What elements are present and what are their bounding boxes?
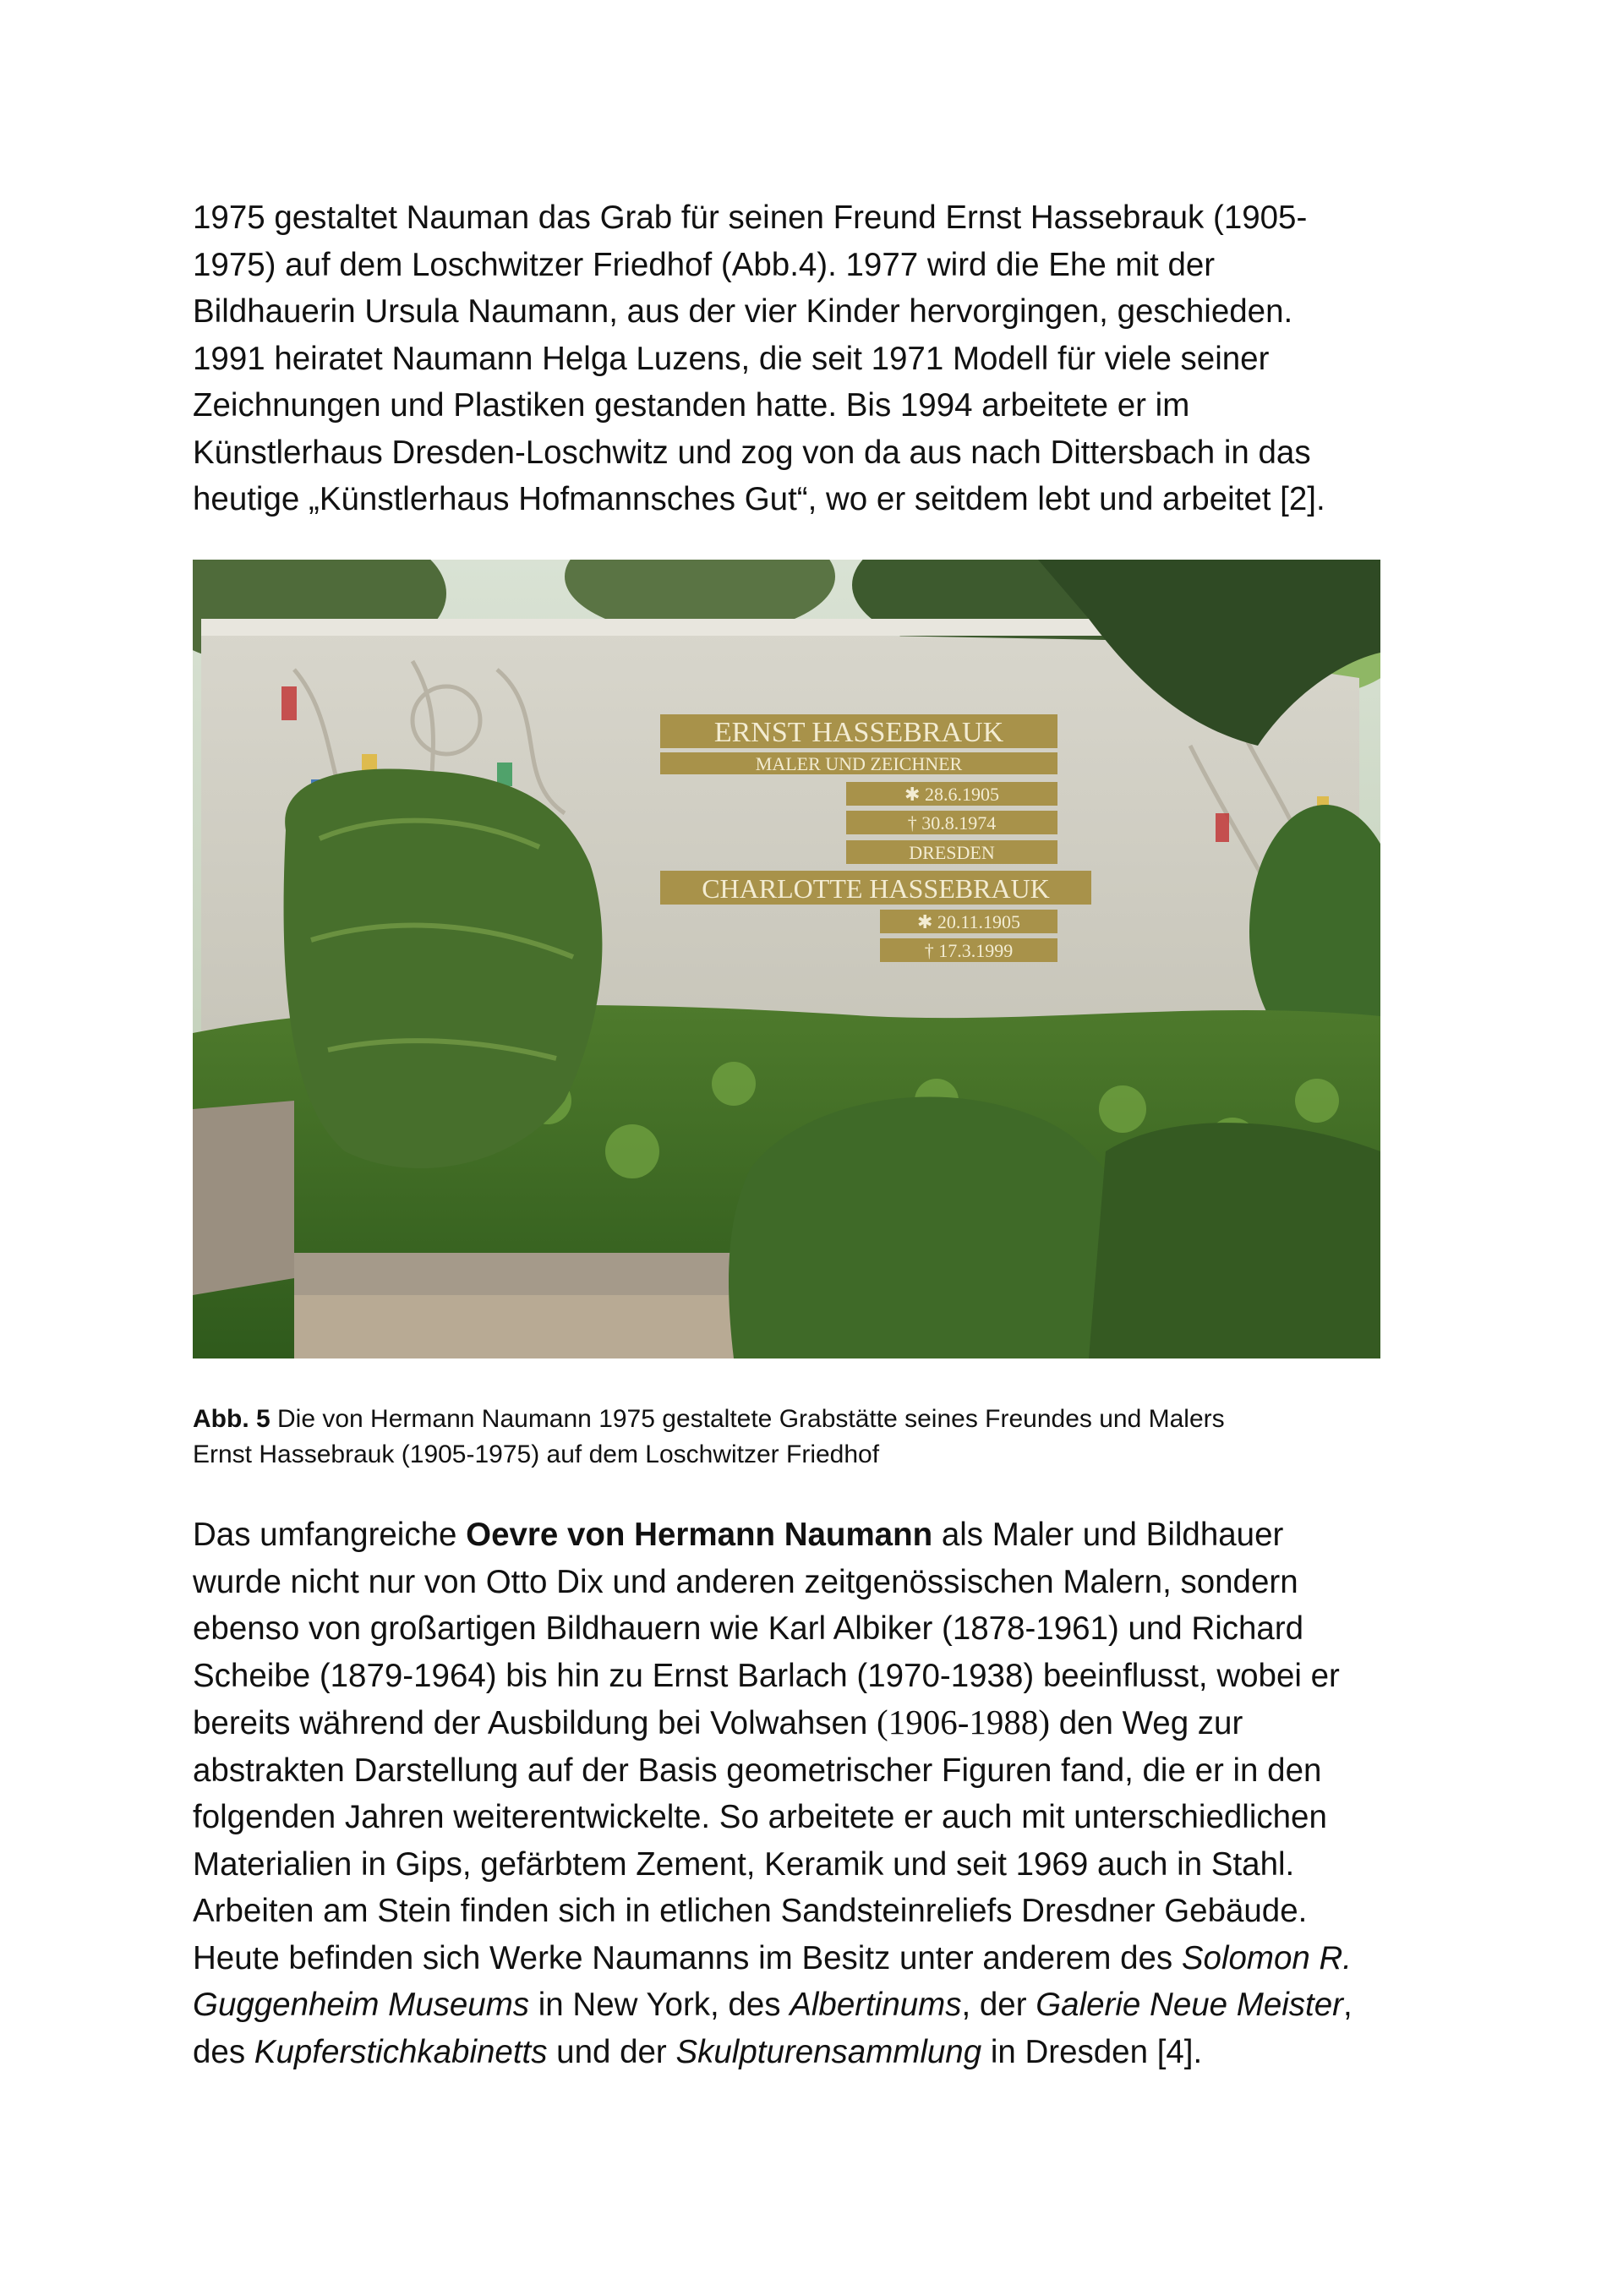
grave-photo-illustration [193,560,1380,1358]
text-line: Scheibe (1879-1964) bis hin zu Ernst Barlach (1970-1938) beeinflusst, wobei er [193,1657,1340,1694]
paragraph-biography [193,194,1452,523]
italic-museum: Galerie Neue Meister [1036,1987,1343,2023]
text-line: Das umfangreiche Oevre von Hermann Naumann als Maler und Bildhauer [193,1517,1284,1553]
serif-years: (1906-1988) [877,1703,1051,1741]
italic-museum: Solomon R. [1181,1939,1352,1976]
inscription-place: DRESDEN [909,842,995,863]
text-line: des Kupferstichkabinetts und der Skulpturensammlung in Dresden [4]. [193,2033,1203,2070]
paragraph-oeuvre [193,1512,1452,2075]
inscription-death-2: † 17.3.1999 [924,940,1014,961]
inscription-name-2: CHARLOTTE HASSEBRAUK [702,873,1050,904]
grave-photo [193,560,1380,1358]
italic-museum: Albertinums [790,1987,962,2023]
text-line: Bildhauerin Ursula Naumann, aus der vier Kinder hervorgingen, geschieden. [193,293,1293,330]
text-line: Zeichnungen und Plastiken gestanden hatte. Bis 1994 arbeitete er im [193,387,1190,424]
caption-text: Die von Hermann Naumann 1975 gestaltete Grabstätte seines Freundes und Malers [270,1405,1225,1433]
text-line: wurde nicht nur von Otto Dix und anderen zeitgenössischen Malern, sondern [193,1563,1298,1600]
text-line: ebenso von großartigen Bildhauern wie Karl Albiker (1878-1961) und Richard [193,1610,1304,1647]
inscription-name-1: ERNST HASSEBRAUK [713,717,1004,748]
text-line: Heute befinden sich Werke Naumanns im Besitz unter anderem des Solomon R. [193,1939,1352,1976]
text-line: heutige „Künstlerhaus Hofmannsches Gut“, wo er seitdem lebt und arbeitet [2]. [193,481,1325,517]
inscription-death-1: † 30.8.1974 [907,812,997,834]
inscription-birth-1: ✱ 28.6.1905 [904,784,999,805]
text-line: abstrakten Darstellung auf der Basis geometrischer Figuren fand, die er in den [193,1752,1322,1789]
text-line: Guggenheim Museums in New York, des Albertinums, der Galerie Neue Meister, [193,1987,1352,2023]
text-line: 1975 gestaltet Nauman das Grab für seinen Freund Ernst Hassebrauk (1905- [193,200,1308,236]
text-line: Materialien in Gips, gefärbtem Zement, Keramik und seit 1969 auch in Stahl. [193,1845,1295,1883]
caption-line [193,1402,1452,1437]
italic-museum: Skulpturensammlung [675,2033,982,2070]
text-line: folgenden Jahren weiterentwickelte. So arbeitete er auch mit unterschiedlichen [193,1799,1327,1835]
bold-phrase: Oevre von Hermann Naumann [466,1517,933,1553]
inscription-profession: MALER UND ZEICHNER [755,753,963,774]
caption-line: Ernst Hassebrauk (1905-1975) auf dem Loschwitzer Friedhof [193,1440,880,1468]
text-line: 1975) auf dem Loschwitzer Friedhof (Abb.4). 1977 wird die Ehe mit der [193,246,1216,283]
caption-label: Abb. 5 [193,1405,270,1433]
inscription-birth-2: ✱ 20.11.1905 [916,911,1021,932]
text-line: Arbeiten am Stein finden sich in etlichen Sandsteinreliefs Dresdner Gebäude. [193,1893,1308,1929]
italic-museum: Kupferstichkabinetts [254,2033,548,2070]
text-line: Künstlerhaus Dresden-Loschwitz und zog von da aus nach Dittersbach in das [193,434,1311,471]
text-line: bereits während der Ausbildung bei Volwahsen (1906-1988) den Weg zur [193,1703,1243,1741]
italic-museum: Guggenheim Museums [193,1987,530,2023]
text-line: 1991 heiratet Naumann Helga Luzens, die seit 1971 Modell für viele seiner [193,340,1270,377]
figure-caption [193,1402,1452,1473]
